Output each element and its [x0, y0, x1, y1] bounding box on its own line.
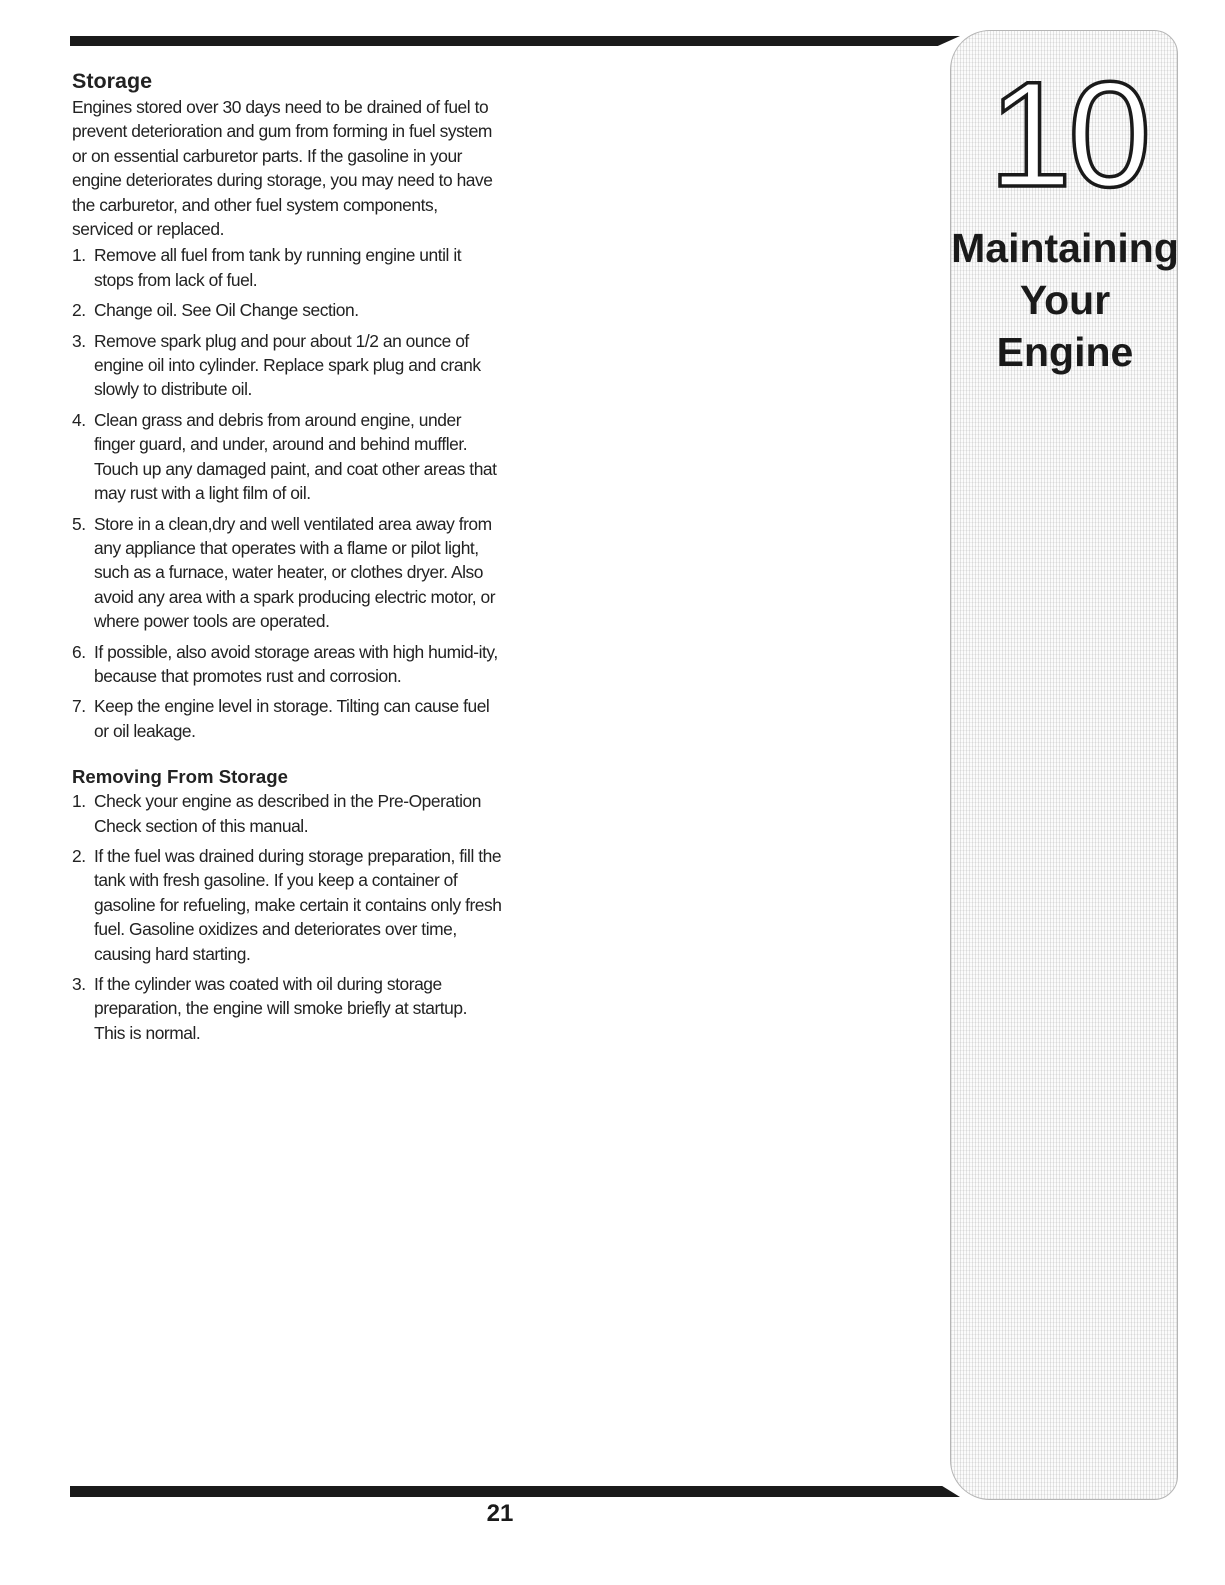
list-item: 7. Keep the engine level in storage. Tilting can cause fuel or oil leakage.	[72, 696, 490, 741]
chapter-title-line: Maintaining	[951, 225, 1179, 271]
chapter-title	[950, 222, 1180, 378]
list-item: 2. If the fuel was drained during storage preparation, fill the tank with fresh gasoline. If you keep a container of gasoline for refueling, make certain it contains only fresh fuel. Gasoline oxidizes and deteriorates over time, causing hard starting.	[72, 845, 502, 964]
chapter-number-text: 10	[988, 58, 1148, 208]
storage-heading: Storage	[72, 69, 153, 93]
main-content	[72, 68, 502, 1051]
top-rule	[70, 36, 960, 46]
page-number: 21	[486, 1500, 514, 1527]
bottom-rule	[70, 1486, 960, 1497]
list-item: 1. Remove all fuel from tank by running engine until it stops from lack of fuel.	[72, 245, 462, 290]
chapter-title-line: Your	[1019, 277, 1111, 323]
chapter-title-line: Engine	[996, 329, 1134, 375]
storage-steps	[72, 243, 502, 743]
list-item: 2. Change oil. See Oil Change section.	[72, 300, 359, 321]
list-item: 1. Check your engine as described in the Pre-Operation Check section of this manual.	[72, 791, 481, 836]
removing-steps	[72, 789, 502, 1045]
removing-heading: Removing From Storage	[72, 766, 288, 788]
storage-intro: Engines stored over 30 days need to be drained of fuel to prevent deterioration and gum from forming in fuel system or on essential carburetor parts. If the gasoline in your engine deteriorates during storage, you may need to have the carburetor, and other fuel system components, serviced or replaced.	[72, 97, 493, 240]
list-item: 3. Remove spark plug and pour about 1/2 an ounce of engine oil into cylinder. Replace spark plug and crank slowly to distribute oil.	[72, 330, 481, 400]
list-item: 4. Clean grass and debris from around engine, under finger guard, and under, around and behind muffler. Touch up any damaged paint, and coat other areas that may rust with a light film of oil.	[72, 409, 497, 504]
list-item: 3. If the cylinder was coated with oil during storage preparation, the engine will smoke briefly at startup. This is normal.	[72, 974, 467, 1043]
list-item: 6. If possible, also avoid storage areas with high humid-ity, because that promotes rust and corrosion.	[72, 641, 498, 686]
chapter-number	[978, 58, 1158, 208]
list-item: 5. Store in a clean,dry and well ventilated area away from any appliance that operates with a flame or pilot light, such as a furnace, water heater, or clothes dryer. Also avoid any area with a spark producing electric motor, or where power tools are operated.	[72, 513, 496, 632]
